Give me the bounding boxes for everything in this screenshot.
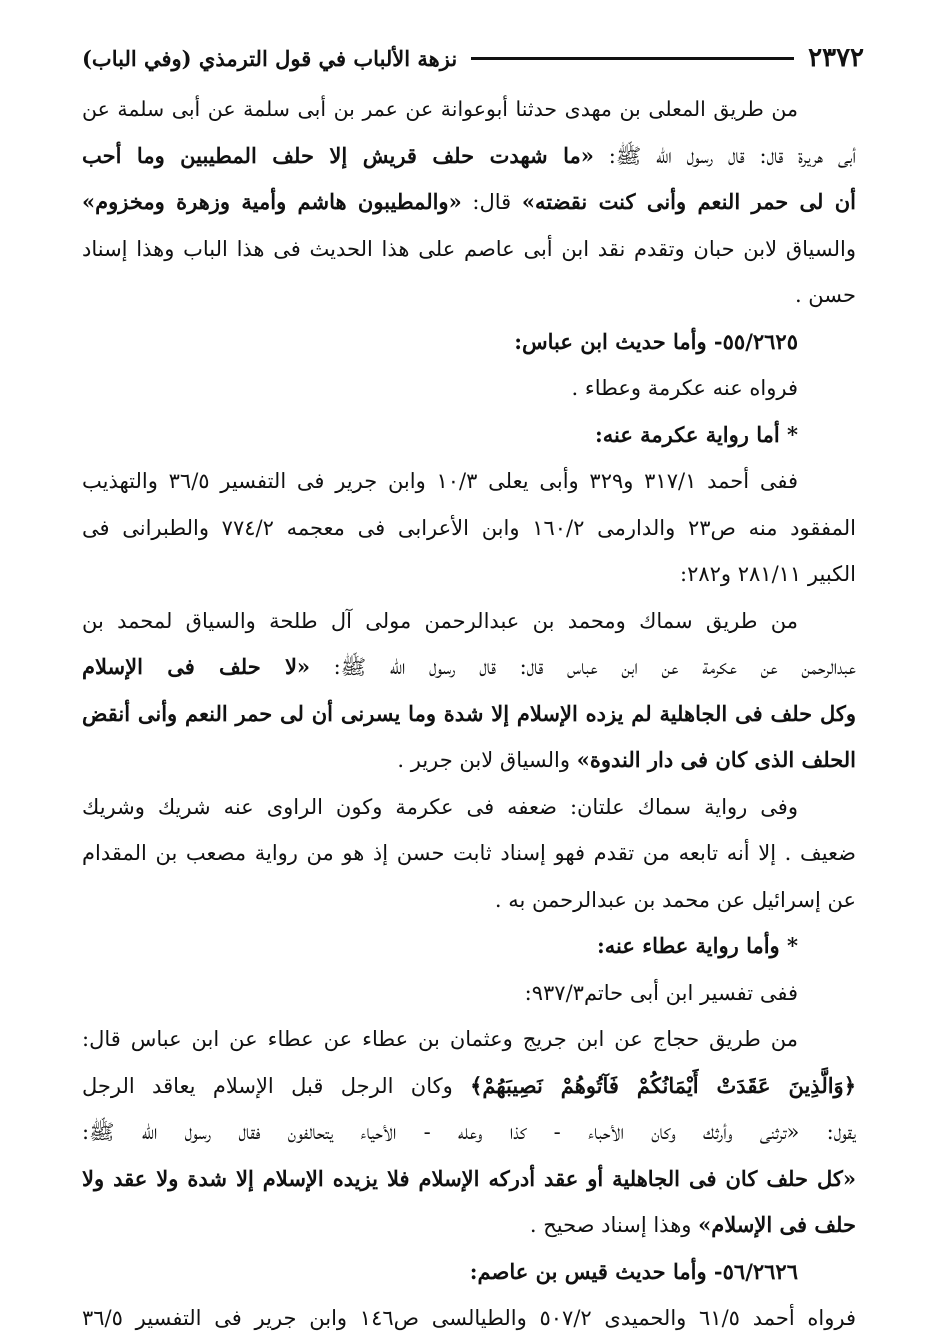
text-line: حسن . bbox=[794, 283, 856, 307]
subsection-heading: * أما رواية عكرمة عنه: bbox=[594, 421, 798, 447]
text-line: حلف فى الإسلام» وهذا إسناد صحيح . bbox=[529, 1212, 856, 1237]
text-line: أبى هريرة قال: قال رسول الله ﷺ: «ما شهدت حلف قريش إلا حلف المطيبين وما أحب bbox=[82, 142, 856, 168]
text-line: ففى تفسير ابن أبى حاتم٩٣٧/٣: bbox=[524, 980, 798, 1005]
text-line: عن إسرائيل عن محمد بن عبدالرحمن به . bbox=[494, 887, 856, 912]
subsection-heading: * وأما رواية عطاء عنه: bbox=[597, 933, 798, 958]
text-line: من طريق المعلى بن مهدى حدثنا أبوعوانة عن عمر بن أبى سلمة عن أبى سلمة عن bbox=[82, 97, 798, 121]
running-title: نزهة الألباب في قول الترمذي (وفي الباب) bbox=[82, 45, 458, 71]
text-line: المفقود منه ص٢٣ والدارمى ١٦٠/٢ وابن الأعرابى فى معجمه ٧٧٤/٢ والطبرانى فى bbox=[82, 515, 856, 540]
text-line: ﴿وَالَّذِينَ عَقَدَتْ أَيْمَانُكُمْ فَآتُوهُمْ نَصِيبَهُمْ﴾ وكان الرجل قبل الإسلام يعاقد الرجل bbox=[82, 1072, 856, 1098]
header-rule bbox=[471, 57, 794, 60]
text-line: الحلف الذى كان فى دار الندوة» والسياق لابن جرير . bbox=[397, 747, 856, 772]
hadith-quote: «ما شهدت حلف قريش إلا حلف المطيبين وما أحب bbox=[82, 142, 594, 168]
page-body bbox=[82, 86, 856, 1342]
text-line: من طريق حجاج عن ابن جريج وعثمان بن عطاء عن عطاء عن ابن عباس قال: bbox=[82, 1027, 798, 1051]
quran-verse: ﴿وَالَّذِينَ عَقَدَتْ أَيْمَانُكُمْ فَآتُوهُمْ نَصِيبَهُمْ﴾ bbox=[470, 1072, 856, 1098]
text-line: الكبير ٢٨١/١١ و٢٨٢: bbox=[679, 562, 856, 586]
hadith-line: «كل حلف كان فى الجاهلية أو عقد أدركه الإسلام فلا يزيده الإسلام إلا شدة ولا عقد ولا bbox=[82, 1165, 856, 1191]
hadith-quote: «لا حلف فى الإسلام bbox=[82, 654, 311, 679]
text-line: فرواه أحمد ٦١/٥ والحميدى ٥٠٧/٢ والطيالسى ص١٤٦ وابن جرير فى التفسير ٣٦/٥ bbox=[82, 1306, 856, 1330]
text-line: عبدالرحمن عن عكرمة عن ابن عباس قال: قال رسول الله ﷺ: «لا حلف فى الإسلام bbox=[82, 654, 856, 679]
text-line: يقول: «ترثنى وأرثك وكان الأحباء - كذا وعله - الأحياء يتحالفون فقال رسول الله ﷺ: bbox=[82, 1120, 856, 1144]
section-heading: ٥٦/٢٦٢٦- وأما حديث قيس بن عاصم: bbox=[469, 1258, 798, 1284]
page-header bbox=[82, 38, 864, 78]
page-number: ٢٣٧٢ bbox=[808, 43, 864, 73]
text-line: ضعيف . إلا أنه تابعه من تقدم فهو إسناد ثابت حسن إذ هو من رواية مصعب بن المقدام bbox=[82, 841, 856, 865]
text-line: فرواه عنه عكرمة وعطاء . bbox=[571, 376, 798, 400]
section-heading: ٥٥/٢٦٢٥- وأما حديث ابن عباس: bbox=[514, 328, 798, 354]
hadith-quote: «والمطيبون هاشم وأمية وزهرة ومخزوم» bbox=[82, 189, 462, 214]
hadith-quote: حلف فى الإسلام» bbox=[698, 1212, 856, 1237]
text-line: وفى رواية سماك علتان: ضعفه فى عكرمة وكون الراوى عنه شريك وشريك bbox=[82, 794, 798, 819]
text-line: من طريق سماك ومحمد بن عبدالرحمن مولى آل طلحة والسياق لمحمد بن bbox=[82, 608, 798, 633]
hadith-quote: الحلف الذى كان فى دار الندوة» bbox=[576, 747, 856, 772]
text-line: أن لى حمر النعم وأنى كنت نقضته» قال: «والمطيبون هاشم وأمية وزهرة ومخزوم» bbox=[82, 189, 856, 214]
text-line: ففى أحمد ٣١٧/١ و٣٢٩ وأبى يعلى ١٠/٣ وابن جرير فى التفسير ٣٦/٥ والتهذيب bbox=[82, 469, 798, 493]
text-line: والسياق لابن حبان وتقدم نقد ابن أبى عاصم على هذا الحديث فى هذا الباب وهذا إسناد bbox=[82, 236, 856, 261]
hadith-line: وكل حلف فى الجاهلية لم يزده الإسلام إلا شدة وما يسرنى أن لى حمر النعم وأنى أنقض bbox=[82, 700, 856, 726]
hadith-quote: أن لى حمر النعم وأنى كنت نقضته» bbox=[521, 189, 856, 214]
